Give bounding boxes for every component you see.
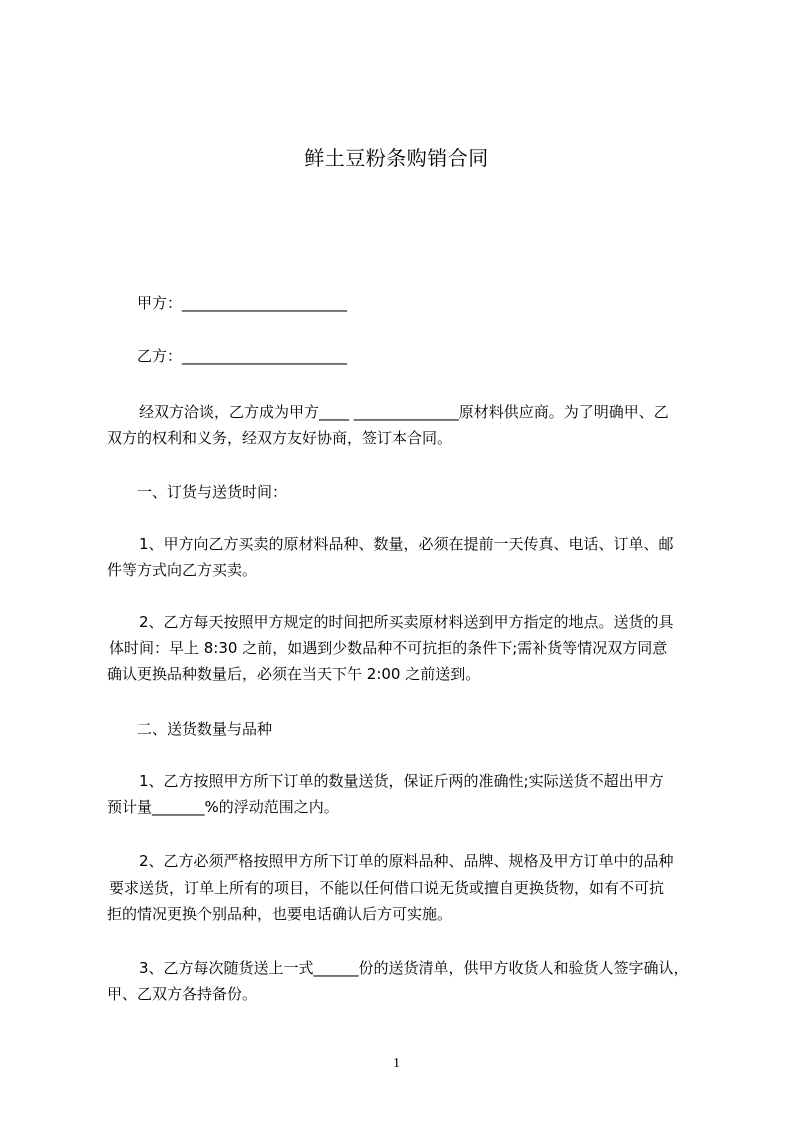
s1-item1-line-2: 件等方式向乙方买卖。 — [107, 561, 258, 579]
s1-item2-line-1: 2、乙方每天按照甲方规定的时间把所买卖原材料送到甲方指定的地点。送货的具 — [139, 613, 674, 631]
party-a-line: 甲方：______________________ — [137, 294, 348, 312]
document-title: 鲜土豆粉条购销合同 — [304, 146, 489, 170]
s2-item1-line-1: 1、乙方按照甲方所下订单的数量送货，保证斤两的准确性;实际送货不超出甲方 — [139, 772, 664, 790]
s2-item2-line-3: 拒的情况更换个别品种，也要电话确认后方可实施。 — [107, 905, 453, 923]
s1-item1-line-1: 1、甲方向乙方买卖的原材料品种、数量，必须在提前一天传真、电话、订单、邮 — [139, 535, 674, 553]
s2-item2-line-1: 2、乙方必须严格按照甲方所下订单的原料品种、品牌、规格及甲方订单中的品种 — [139, 852, 674, 870]
s2-item1-line-2: 预计量_______%的浮动范围之内。 — [107, 798, 339, 816]
s2-item3-line-2: 甲、乙双方各持备份。 — [107, 985, 258, 1003]
s1-item2-line-2: 体时间：早上 8:30 之前，如遇到少数品种不可抗拒的条件下;需补货等情况双方同意 — [109, 639, 668, 657]
s2-item3-line-1: 3、乙方每次随货送上一式______份的送货清单，供甲方收货人和验货人签字确认， — [139, 959, 689, 977]
intro-paragraph-line-1: 经双方洽谈，乙方成为甲方____ ______________原材料供应商。为了明确甲、乙 — [139, 403, 669, 421]
intro-paragraph-line-2: 双方的权利和义务，经双方友好协商，签订本合同。 — [107, 429, 453, 447]
section-1-heading: 一、订货与送货时间： — [137, 483, 288, 501]
section-2-heading: 二、送货数量与品种 — [137, 720, 273, 738]
s2-item2-line-2: 要求送货，订单上所有的项目，不能以任何借口说无货或擅自更换货物，如有不可抗 — [109, 879, 665, 897]
s1-item2-line-3: 确认更换品种数量后，必须在当天下午 2:00 之前送到。 — [107, 665, 481, 683]
page-number: 1 — [393, 1056, 400, 1071]
party-b-line: 乙方：______________________ — [137, 347, 348, 365]
